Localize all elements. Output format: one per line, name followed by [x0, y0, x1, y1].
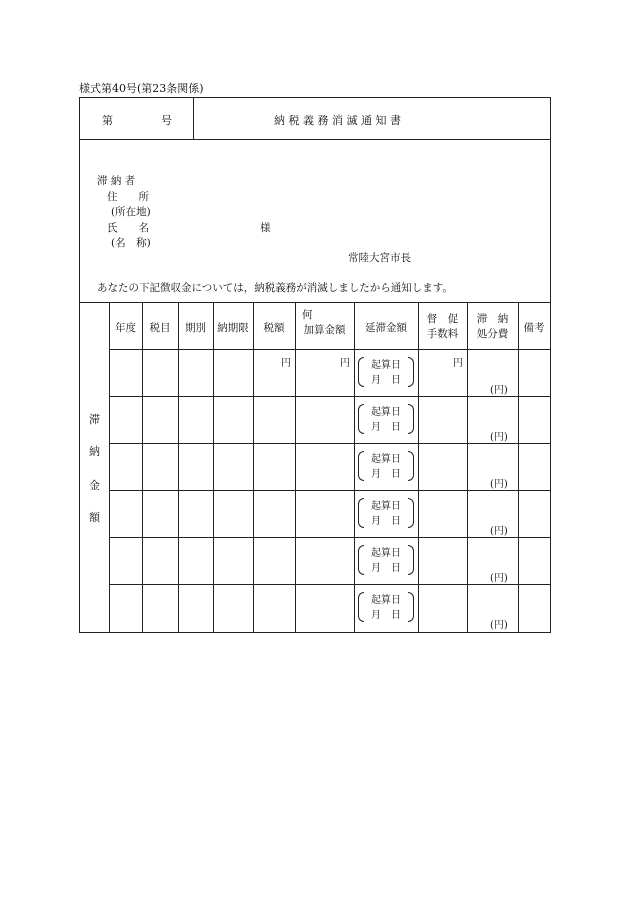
disposal-yen-row-2: (円): [490, 432, 508, 443]
side-label-1: 滞: [89, 413, 100, 426]
header-dunning-1: 督 促: [426, 313, 459, 325]
header-year: 年度: [115, 322, 136, 334]
header-dunning-2: 手数料: [426, 328, 459, 340]
header-go: 号: [161, 114, 172, 127]
table-column-line: [418, 302, 419, 632]
honorific: 様: [260, 222, 271, 234]
header-tax-item: 税目: [149, 322, 171, 334]
table-column-line: [142, 302, 143, 632]
table-column-line: [467, 302, 468, 632]
table-row-line: [109, 349, 550, 350]
kisan-bracket-row-1: 起算日 月 日: [358, 358, 414, 388]
table-row-line: [109, 396, 550, 397]
side-label-4: 額: [89, 511, 100, 524]
table-column-line: [213, 302, 214, 632]
kisan-bracket-row-2: 起算日 月 日: [358, 405, 414, 435]
table-column-line: [178, 302, 179, 632]
header-disposal-1: 滞 納: [476, 313, 509, 325]
kisan-bracket-row-5: 起算日 月 日: [358, 546, 414, 576]
disposal-yen-row-5: (円): [490, 573, 508, 584]
issuer: 常陸大宮市長: [348, 252, 411, 264]
document-title: 納 税 義 務 消 滅 通 知 書: [274, 114, 401, 127]
table-row-line: [109, 584, 550, 585]
header-tax-amount: 税額: [263, 322, 285, 334]
header-late-fee: 延滞金額: [365, 322, 407, 334]
name-label: 氏 名: [107, 222, 149, 234]
side-label-2: 納: [89, 445, 100, 458]
yen-dunning: 円: [453, 358, 463, 369]
kisan-bracket-row-3: 起算日 月 日: [358, 452, 414, 482]
table-column-line: [518, 302, 519, 632]
header-divider: [193, 98, 194, 139]
name-sub-label: (名 称): [111, 237, 151, 249]
header-dai: 第: [102, 114, 113, 127]
table-row-line: [109, 490, 550, 491]
header-due-date: 納期限: [217, 322, 249, 334]
kisan-bracket-row-4: 起算日 月 日: [358, 499, 414, 529]
header-disposal-2: 処分費: [476, 328, 509, 340]
notice-message: あなたの下記徴収金については，納税義務が消滅しましたから通知します。: [97, 282, 453, 294]
notice-form: [79, 97, 551, 633]
yen-additional: 円: [340, 358, 350, 369]
table-column-line: [253, 302, 254, 632]
header-bottom-line: [80, 139, 550, 140]
yen-tax-amount: 円: [281, 358, 291, 369]
table-row-line: [109, 537, 550, 538]
header-additional-2: 加算金額: [303, 324, 346, 336]
taxpayer-label: 滞 納 者: [97, 175, 136, 187]
form-number: 様式第40号(第23条関係): [79, 82, 204, 95]
disposal-yen-row-6: (円): [490, 620, 508, 631]
header-remarks: 備考: [523, 322, 545, 334]
disposal-yen-row-1: (円): [490, 385, 508, 396]
table-column-line: [109, 302, 110, 632]
disposal-yen-row-3: (円): [490, 479, 508, 490]
address-label: 住 所: [107, 191, 149, 203]
address-sub-label: (所在地): [111, 206, 151, 218]
header-additional-1: 何: [302, 309, 313, 321]
section-divider: [80, 302, 550, 303]
table-column-line: [295, 302, 296, 632]
kisan-bracket-row-6: 起算日 月 日: [358, 593, 414, 623]
table-column-line: [354, 302, 355, 632]
disposal-yen-row-4: (円): [490, 526, 508, 537]
table-row-line: [109, 443, 550, 444]
side-label-3: 金: [89, 479, 100, 492]
header-period: 期別: [185, 322, 206, 334]
